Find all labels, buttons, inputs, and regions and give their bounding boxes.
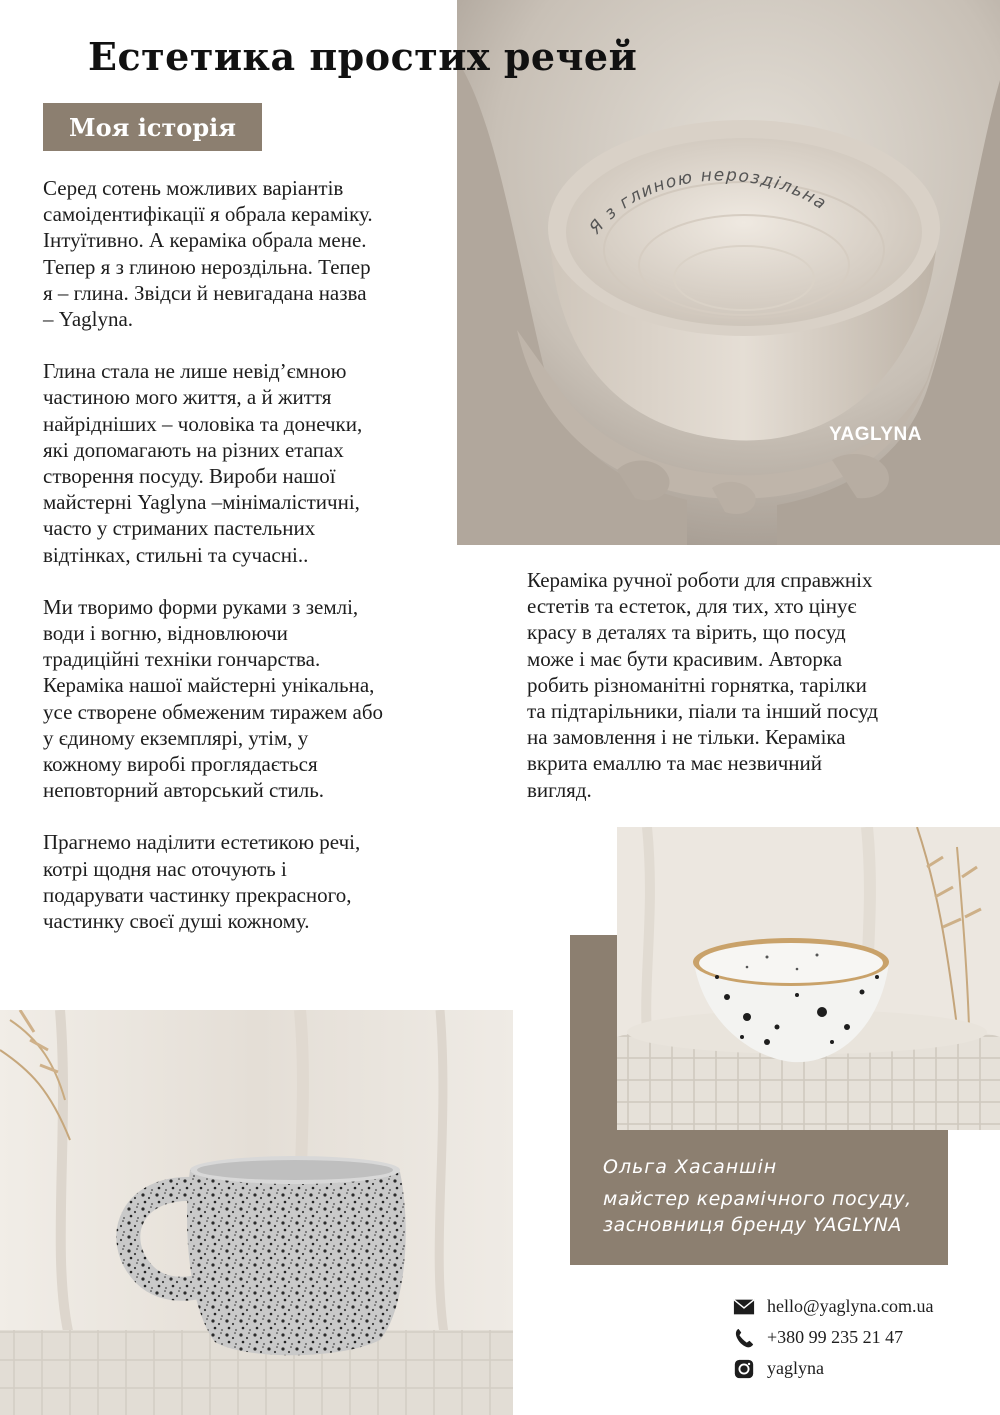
- contacts: [733, 1291, 934, 1384]
- author-role: майстер керамічного посуду, засновниця бренду YAGLYNA: [603, 1188, 912, 1236]
- author-name: Ольга Хасаншін: [603, 1156, 778, 1178]
- envelope-icon: [733, 1296, 755, 1318]
- paragraph: Прагнемо наділити естетикою речі, котрі щодня нас оточують і подарувати частинку прекрасного, частинку своєї душі кожному.: [43, 830, 361, 934]
- contact-instagram[interactable]: yaglyna: [767, 1358, 824, 1378]
- cup-photo: [0, 1010, 513, 1415]
- contact-phone-row[interactable]: [733, 1322, 934, 1353]
- paragraph: Ми творимо форми руками з землі, води і вогню, відновлюючи традиційні техніки гончарства. Кераміка нашої майстерні унікальна, усе створене обмеженим тиражем або у єдиному екземплярі, утім, у кожному виробі проглядається неповторний авторський стиль.: [43, 594, 384, 803]
- paragraph: Кераміка ручної роботи для справжніх естетів та естеток, для тих, хто цінує красу в деталях та вірить, що посуд може і має бути красивим. Авторка робить різноманітні горнятка, тарілки та підтарільники, піали та інший посуд на замовлення і не тільки. Кераміка вкрита емаллю та має незвичний вигляд.: [527, 568, 879, 802]
- hero-brand: YAGLYNA: [829, 424, 922, 445]
- hero-caption-arc: [457, 0, 1000, 545]
- hero-caption: Я з глиною нероздільна: [585, 165, 831, 239]
- contact-email-row[interactable]: [733, 1291, 934, 1322]
- page-title: Естетика простих речей: [88, 34, 638, 79]
- paragraph: Глина стала не лише невід’ємною частиною мого життя, а й життя найрідніших – чоловіка та донечки, які допомагають на різних етапах створення посуду. Вироби нашої майстерні Yaglyna –мінімалістичні, часто у стриманих пастельних відтінках, стильні та сучасні..: [43, 359, 363, 567]
- bowl-photo: [617, 827, 1000, 1130]
- paragraph: Серед сотень можливих варіантів самоідентифікації я обрала кераміку. Інтуїтивно. А кераміка обрала мене. Тепер я з глиною нероздільна. Тепер я – глина. Звідси й невигадана назва – Yaglyna.: [43, 176, 373, 332]
- right-column: [527, 567, 957, 829]
- cup-illustration: [0, 1010, 513, 1415]
- svg-text:Я з глиною нероздільна: [585, 165, 831, 238]
- left-column: [43, 175, 458, 960]
- phone-icon: [733, 1327, 755, 1349]
- instagram-icon: [733, 1358, 755, 1380]
- section-label: Моя історія: [43, 103, 262, 151]
- contact-instagram-row[interactable]: [733, 1353, 934, 1384]
- contact-phone[interactable]: +380 99 235 21 47: [767, 1327, 904, 1347]
- bowl-illustration: [617, 827, 1000, 1130]
- hero-photo: [457, 0, 1000, 545]
- contact-email[interactable]: hello@yaglyna.com.ua: [767, 1296, 934, 1316]
